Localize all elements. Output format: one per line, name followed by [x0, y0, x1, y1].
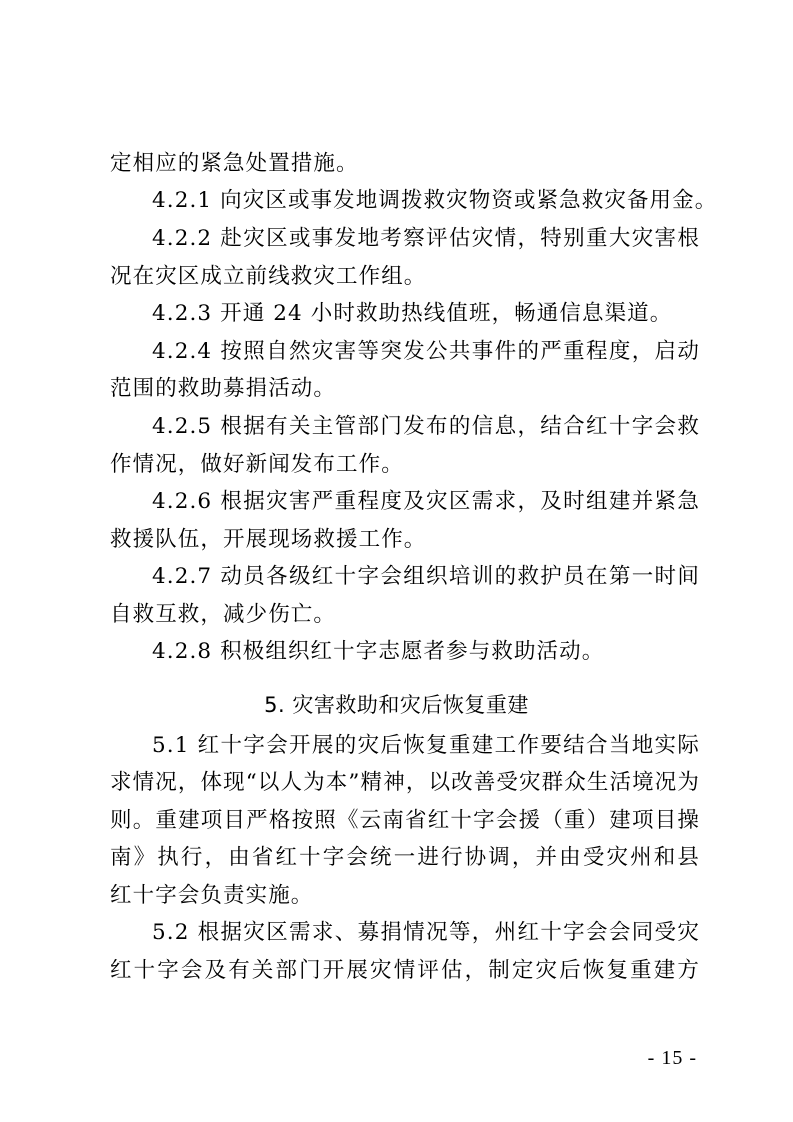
text-line: 4.2.3 开通 24 小时救助热线值班，畅通信息渠道。	[152, 301, 673, 326]
text-line: 求情况，体现“以人为本”精神，以改善受灾群众生活境况为	[110, 770, 700, 795]
text-line: 则。重建项目严格按照《云南省红十字会援（重）建项目操	[110, 808, 700, 833]
text-line: 4.2.7 动员各级红十字会组织培训的救护员在第一时间	[152, 564, 700, 589]
text-line: 4.2.4 按照自然灾害等突发公共事件的严重程度，启动	[152, 339, 700, 364]
text-line: 自救互救，减少伤亡。	[110, 602, 337, 627]
section-heading: 5. 灾害救助和灾后恢复重建	[264, 693, 529, 717]
text-line: 5.2 根据灾区需求、募捐情况等，州红十字会会同受灾	[152, 920, 700, 945]
text-line: 范围的救助募捐活动。	[110, 376, 337, 401]
text-line: 作情况，做好新闻发布工作。	[110, 452, 404, 477]
text-line: 4.2.5 根据有关主管部门发布的信息，结合红十字会救	[152, 414, 700, 439]
page-number: - 15 -	[647, 1047, 697, 1069]
text-line: 况在灾区成立前线救灾工作组。	[110, 264, 427, 289]
text-line: 南》执行，由省红十字会统一进行协调，并由受灾州和县	[110, 845, 700, 870]
text-line: 4.2.6 根据灾害严重程度及灾区需求，及时组建并紧急	[152, 489, 700, 514]
text-line: 红十字会及有关部门开展灾情评估，制定灾后恢复重建方	[110, 958, 700, 983]
text-line: 4.2.2 赴灾区或事发地考察评估灾情，特别重大灾害根	[152, 226, 700, 251]
text-line: 5.1 红十字会开展的灾后恢复重建工作要结合当地实际	[152, 733, 700, 758]
text-line: 4.2.1 向灾区或事发地调拨救灾物资或紧急救灾备用金。	[152, 188, 718, 213]
text-line: 救援队伍，开展现场救援工作。	[110, 527, 427, 552]
text-line: 定相应的紧急处置措施。	[110, 151, 359, 176]
text-line: 红十字会负责实施。	[110, 883, 314, 908]
text-line: 4.2.8 积极组织红十字志愿者参与救助活动。	[152, 639, 605, 664]
